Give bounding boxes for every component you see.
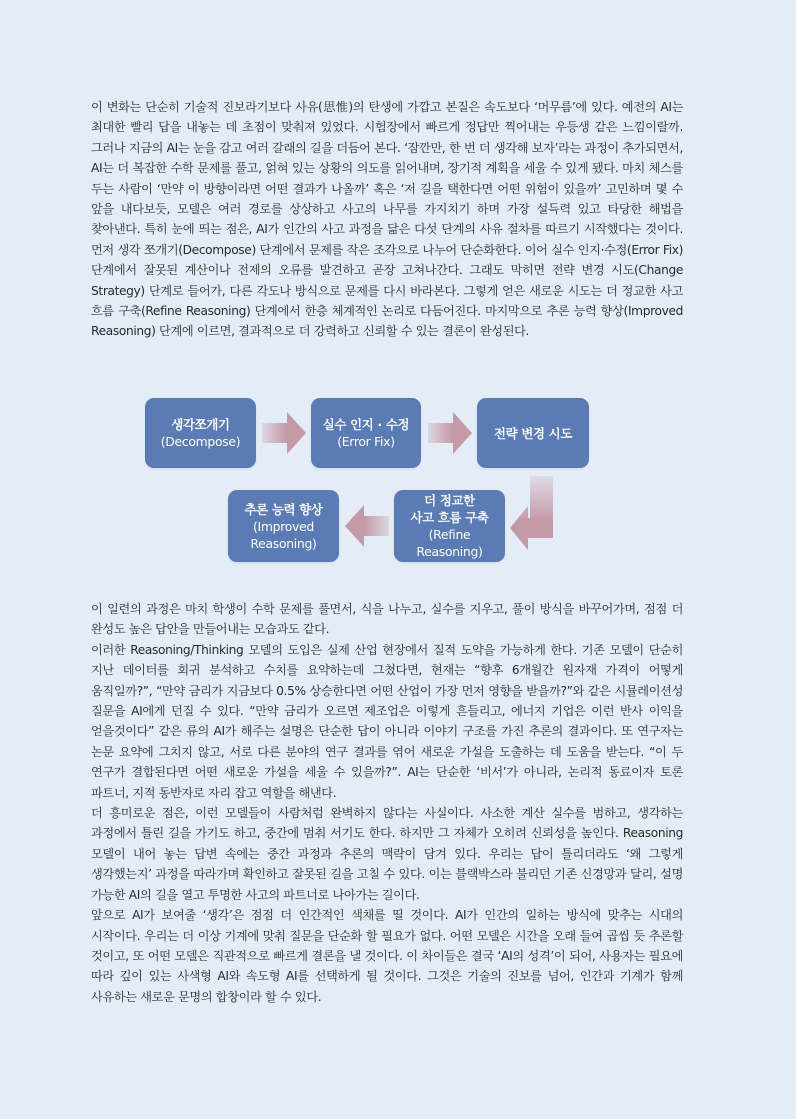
arrow-right-icon xyxy=(428,412,472,454)
step-error-fix-box xyxy=(311,398,421,468)
step-refine-reasoning-box xyxy=(394,490,505,562)
step-title: 더 정교한 xyxy=(424,493,475,508)
step-title: 추론 능력 향상 xyxy=(244,501,323,517)
intro-text-block xyxy=(91,97,683,342)
step-subtitle: (Error Fix) xyxy=(337,434,395,449)
step-title-line2: 사고 흐름 구축 xyxy=(410,510,489,525)
step-change-strategy-box xyxy=(477,398,589,468)
step-title: 생각쪼개기 xyxy=(171,417,230,432)
step-subtitle-line2: Reasoning) xyxy=(250,535,317,551)
step-title: 실수 인지 · 수정 xyxy=(322,417,410,432)
step-subtitle: (Improved xyxy=(253,518,314,534)
step-decompose-box xyxy=(145,398,256,468)
body-text-block xyxy=(91,599,683,1007)
paragraph: 이러한 Reasoning/Thinking 모델의 도입은 실제 산업 현장에서 질적 도약을 가능하게 한다. 기존 모델이 단순히 지난 데이터를 회귀 분석하고 수치를 요약하는데 그쳤다면, 현재는 “향후 6개월간 원자재 가격이 어떻게 움직일까?”, “만약 금리가 지금보다 0.5% 상승한다면 어떤 산업이 가장 먼저 영향을 받을까?”와 같은 시뮬레이션성 질문을 AI에게 던질 수 있다. “만약 금리가 오르면 제조업은 이렇게 흔들리고, 에너지 기업은 이런 반사 이익을 얻을것이다” 같은 류의 AI가 해주는 설명은 단순한 답이 아니라 이야기 구조를 가진 추론의 결과이다. 또 연구자는 논문 요약에 그치지 않고, 서로 다른 분야의 연구 결과를 엮어 새로운 가설을 도출하는 데 도움을 받는다. “이 두 연구가 결합된다면 어떤 새로운 가설을 세울 수 있을까?”. AI는 단순한 ‘비서’가 아니라, 논리적 동료이자 토론 파트너, 지적 동반자로 자리 잡고 역할을 해낸다. xyxy=(91,642,683,800)
step-title: 전략 변경 시도 xyxy=(493,425,573,441)
paragraph: 이 변화는 단순히 기술적 진보라기보다 사유(思惟)의 탄생에 가깝고 본질은 속도보다 ‘머무름’에 있다. 예전의 AI는 최대한 빨리 답을 내놓는 데 초점이 맞춰져 있었다. 시험장에서 빠르게 정답만 찍어내는 우등생 같은 느낌이랄까. 그러나 지금의 AI는 눈을 감고 여러 갈래의 길을 더듬어 본다. ‘잠깐만, 한 번 더 생각해 보자’라는 과정이 추가되면서, AI는 더 복잡한 수학 문제를 풀고, 얽혀 있는 상황의 의도를 읽어내며, 장기적 계획을 세울 수 있게 됐다. 마치 체스를 두는 사람이 ‘만약 이 방향이라면 어떤 결과가 나올까’ 혹은 ‘저 길을 택한다면 어떤 위험이 있을까’ 고민하며 몇 수 앞을 내다보듯, 모델은 여러 경로를 상상하고 사고의 나무를 가지치기 하며 가장 설득력 있고 타당한 해법을 찾아낸다. 특히 눈에 띄는 점은, AI가 인간의 사고 과정을 닮은 다섯 단계의 사유 절차를 따르기 시작했다는 것이다. 먼저 생각 쪼개기(Decompose) 단계에서 문제를 작은 조각으로 나누어 단순화한다. 이어 실수 인지·수정(Error Fix) 단계에서 잘못된 계산이나 전제의 오류를 발견하고 곧장 고쳐나간다. 그래도 막히면 전략 변경 시도(Change Strategy) 단계로 들어가, 다른 각도나 방식으로 문제를 다시 바라본다. 그렇게 얻은 새로운 시도는 더 정교한 사고 흐름 구축(Refine Reasoning) 단계에서 한층 체계적인 논리로 다듬어진다. 마지막으로 추론 능력 향상(Improved Reasoning) 단계에 이르면, 결과적으로 더 강력하고 신뢰할 수 있는 결론이 완성된다. xyxy=(91,100,683,339)
step-improved-reasoning-box xyxy=(228,490,339,562)
paragraph: 이 일련의 과정은 마치 학생이 수학 문제를 풀면서, 식을 나누고, 실수를 지우고, 풀이 방식을 바꾸어가며, 점점 더 완성도 높은 답안을 만들어내는 모습과도 같다. xyxy=(91,602,683,637)
arrow-left-icon xyxy=(345,505,389,547)
arrow-bent-down-left-icon xyxy=(510,476,553,550)
paragraph: 앞으로 AI가 보여줄 ‘생각’은 점점 더 인간적인 색채를 띨 것이다. AI가 인간의 일하는 방식에 맞추는 시대의 시작이다. 우리는 더 이상 기계에 맞춰 질문을 단순화 할 필요가 없다. 어떤 모델은 시간을 오래 들여 곱씹 듯 추론할 것이고, 또 어떤 모델은 직관적으로 빠르게 결론을 낼 것이다. 이 차이들은 결국 ‘AI의 성격’이 되어, 사용자는 필요에 따라 깊이 있는 사색형 AI와 속도형 AI를 선택하게 될 것이다. 그것은 기술의 진보를 넘어, 인간과 기계가 함께 사유하는 새로운 문명의 합창이라 할 수 있다. xyxy=(91,908,683,1004)
paragraph: 더 흥미로운 점은, 이런 모델들이 사람처럼 완벽하지 않다는 사실이다. 사소한 계산 실수를 범하고, 생각하는 과정에서 틀린 길을 가기도 하고, 중간에 멈춰 서기도 한다. 하지만 그 자체가 오히려 신뢰성을 높인다. Reasoning 모델이 내어 놓는 답변 속에는 중간 과정과 추론의 맥락이 담겨 있다. 우리는 답이 틀리더라도 ‘왜 그렇게 생각했는지’ 과정을 따라가며 확인하고 잘못된 길을 고칠 수 있다. 이는 블랙박스라 불리던 기존 신경망과 달리, 설명 가능한 AI의 길을 열고 투명한 사고의 파트너로 나아가는 길이다. xyxy=(91,806,683,902)
arrow-right-icon xyxy=(262,412,306,454)
step-subtitle: (Decompose) xyxy=(160,434,241,449)
step-subtitle: (Refine Reasoning) xyxy=(416,527,483,559)
